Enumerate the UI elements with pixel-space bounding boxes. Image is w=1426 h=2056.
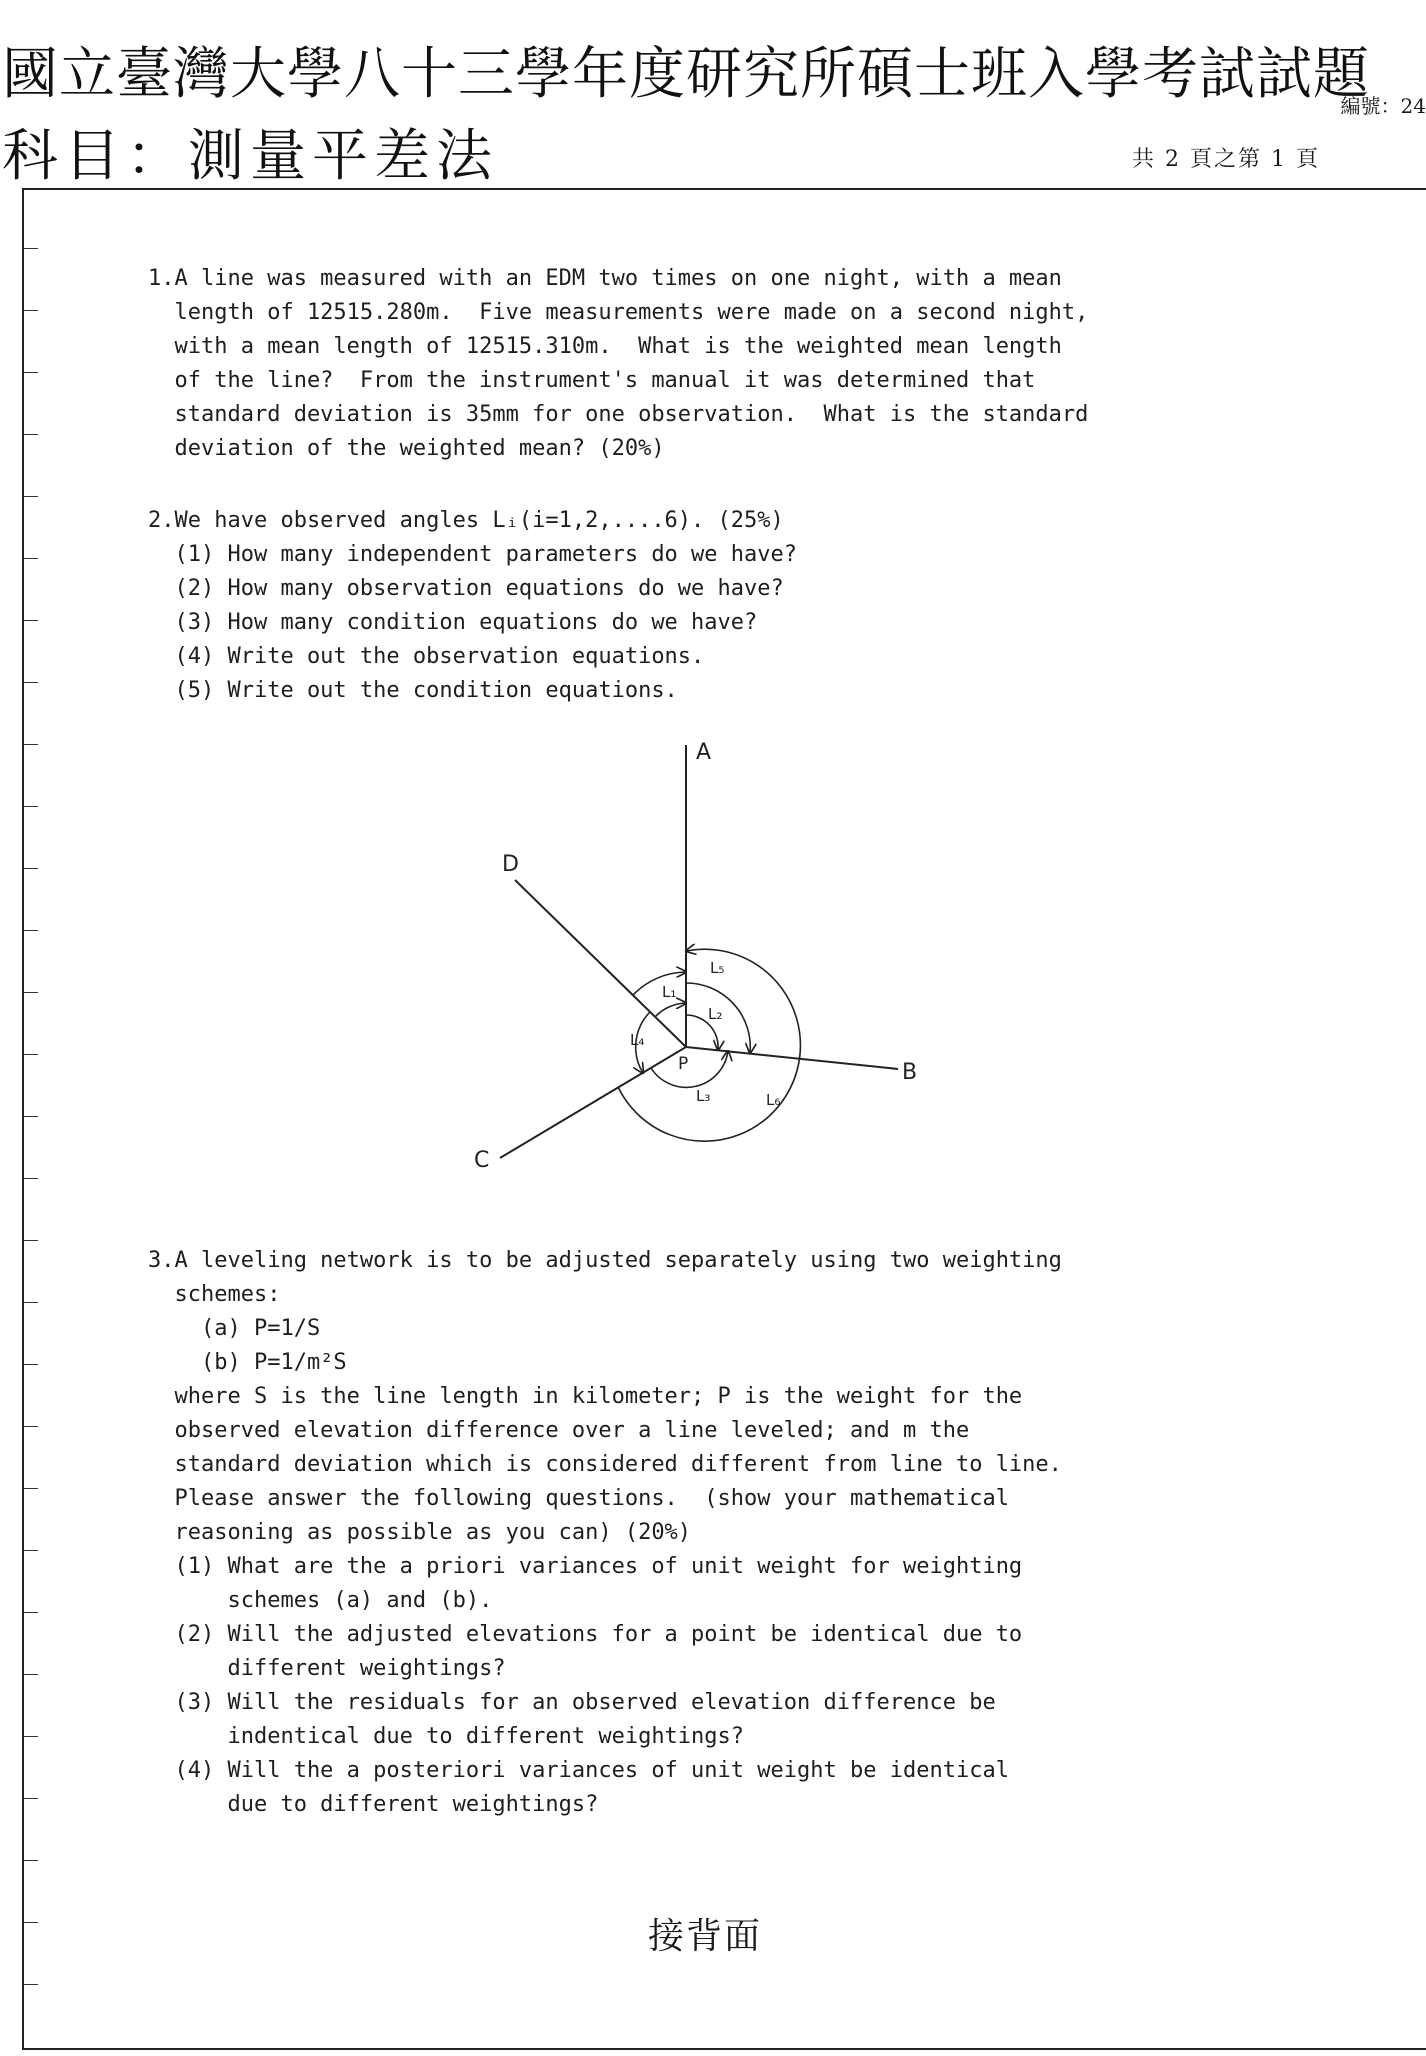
page-indicator: 共 2 頁之第 1 頁 <box>1132 147 1320 172</box>
question-line: (3) How many condition equations do we have? <box>148 610 758 635</box>
margin-tick <box>24 682 38 683</box>
point-label-a: A <box>696 740 712 765</box>
question-line: with a mean length of 12515.310m. What is the weighted mean length <box>148 334 1062 359</box>
margin-tick <box>24 1612 38 1613</box>
margin-tick <box>24 744 38 745</box>
margin-tick <box>24 806 38 807</box>
margin-tick <box>24 1798 38 1799</box>
margin-tick <box>24 1922 38 1923</box>
question-line: (4) Will the a posteriori variances of unit weight be identical <box>148 1758 1009 1783</box>
question-line: schemes: <box>148 1282 281 1307</box>
question-line: of the line? From the instrument's manual it was determined that <box>148 368 1036 393</box>
question-line: due to different weightings? <box>148 1792 599 1817</box>
arc-L3 <box>651 1051 728 1087</box>
margin-tick <box>24 434 38 435</box>
margin-tick <box>24 558 38 559</box>
point-label-d: D <box>502 852 519 877</box>
question-line: indentical due to different weightings? <box>148 1724 745 1749</box>
arc-L1 <box>655 1003 686 1017</box>
question-line: reasoning as possible as you can) (20%) <box>148 1520 692 1545</box>
question-line: 2.We have observed angles Lᵢ(i=1,2,....6). (25%) <box>148 508 784 533</box>
question-line: (2) How many observation equations do we have? <box>148 576 784 601</box>
question-line: Please answer the following questions. (show your mathematical <box>148 1486 1009 1511</box>
ray-PC <box>500 1047 689 1158</box>
question-line: (4) Write out the observation equations. <box>148 644 705 669</box>
question-line: (a) P=1/S <box>148 1316 321 1341</box>
angle-label-l5: L₅ <box>710 959 725 977</box>
margin-tick <box>24 1488 38 1489</box>
continue-on-back-note: 接背面 <box>648 1916 763 1957</box>
margin-tick <box>24 1364 38 1365</box>
question-line: standard deviation is 35mm for one observation. What is the standard <box>148 402 1089 427</box>
question-1 <box>148 262 1298 466</box>
margin-tick <box>24 1116 38 1117</box>
margin-tick <box>24 1860 38 1861</box>
question-line: deviation of the weighted mean? (20%) <box>148 436 665 461</box>
point-label-b: B <box>902 1060 918 1085</box>
question-line: length of 12515.280m. Five measurements were made on a second night, <box>148 300 1089 325</box>
margin-tick <box>24 1984 38 1985</box>
margin-tick <box>24 620 38 621</box>
angle-label-l3: L₃ <box>696 1087 711 1105</box>
margin-tick <box>24 1426 38 1427</box>
margin-tick <box>24 1054 38 1055</box>
question-line: (1) What are the a priori variances of unit weight for weighting <box>148 1554 1023 1579</box>
question-line: (1) How many independent parameters do we have? <box>148 542 798 567</box>
question-2 <box>148 504 1298 708</box>
point-label-p: P <box>678 1054 689 1074</box>
question-line: 1.A line was measured with an EDM two times on one night, with a mean <box>148 266 1062 291</box>
ray-PB <box>686 1047 898 1069</box>
margin-tick <box>24 310 38 311</box>
question-line: standard deviation which is considered different from line to line. <box>148 1452 1062 1477</box>
margin-tick <box>24 496 38 497</box>
question-line: (3) Will the residuals for an observed elevation difference be <box>148 1690 996 1715</box>
question-line: 3.A leveling network is to be adjusted separately using two weighting <box>148 1248 1062 1273</box>
angle-label-l2: L₂ <box>708 1005 723 1023</box>
margin-tick <box>24 1736 38 1737</box>
question-line: (b) P=1/m²S <box>148 1350 347 1375</box>
arc-L6 <box>618 949 800 1141</box>
angle-label-l6: L₆ <box>766 1091 781 1109</box>
question-3 <box>148 1244 1298 1822</box>
question-line: different weightings? <box>148 1656 506 1681</box>
question-line: (2) Will the adjusted elevations for a point be identical due to <box>148 1622 1023 1647</box>
margin-tick <box>24 1550 38 1551</box>
angle-diagram <box>440 735 960 1175</box>
margin-tick <box>24 248 38 249</box>
question-line: (5) Write out the condition equations. <box>148 678 678 703</box>
question-line: observed elevation difference over a line leveled; and m the <box>148 1418 970 1443</box>
angle-label-l1: L₁ <box>662 983 677 1001</box>
margin-tick <box>24 930 38 931</box>
margin-tick <box>24 992 38 993</box>
margin-tick <box>24 1178 38 1179</box>
point-label-c: C <box>474 1148 490 1173</box>
arc-DPA-outer <box>633 972 686 995</box>
margin-tick <box>24 1674 38 1675</box>
serial-number: 編號：24 <box>1340 94 1426 118</box>
question-line: schemes (a) and (b). <box>148 1588 493 1613</box>
angle-label-l4: L₄ <box>630 1031 645 1049</box>
exam-title: 國立臺灣大學八十三學年度研究所碩士班入學考試試題 <box>2 42 1370 107</box>
margin-tick <box>24 1302 38 1303</box>
question-line: where S is the line length in kilometer; P is the weight for the <box>148 1384 1023 1409</box>
margin-tick <box>24 868 38 869</box>
margin-tick <box>24 1240 38 1241</box>
margin-tick <box>24 372 38 373</box>
ray-PD <box>515 880 686 1047</box>
exam-subject: 科目：測量平差法 <box>2 124 498 189</box>
